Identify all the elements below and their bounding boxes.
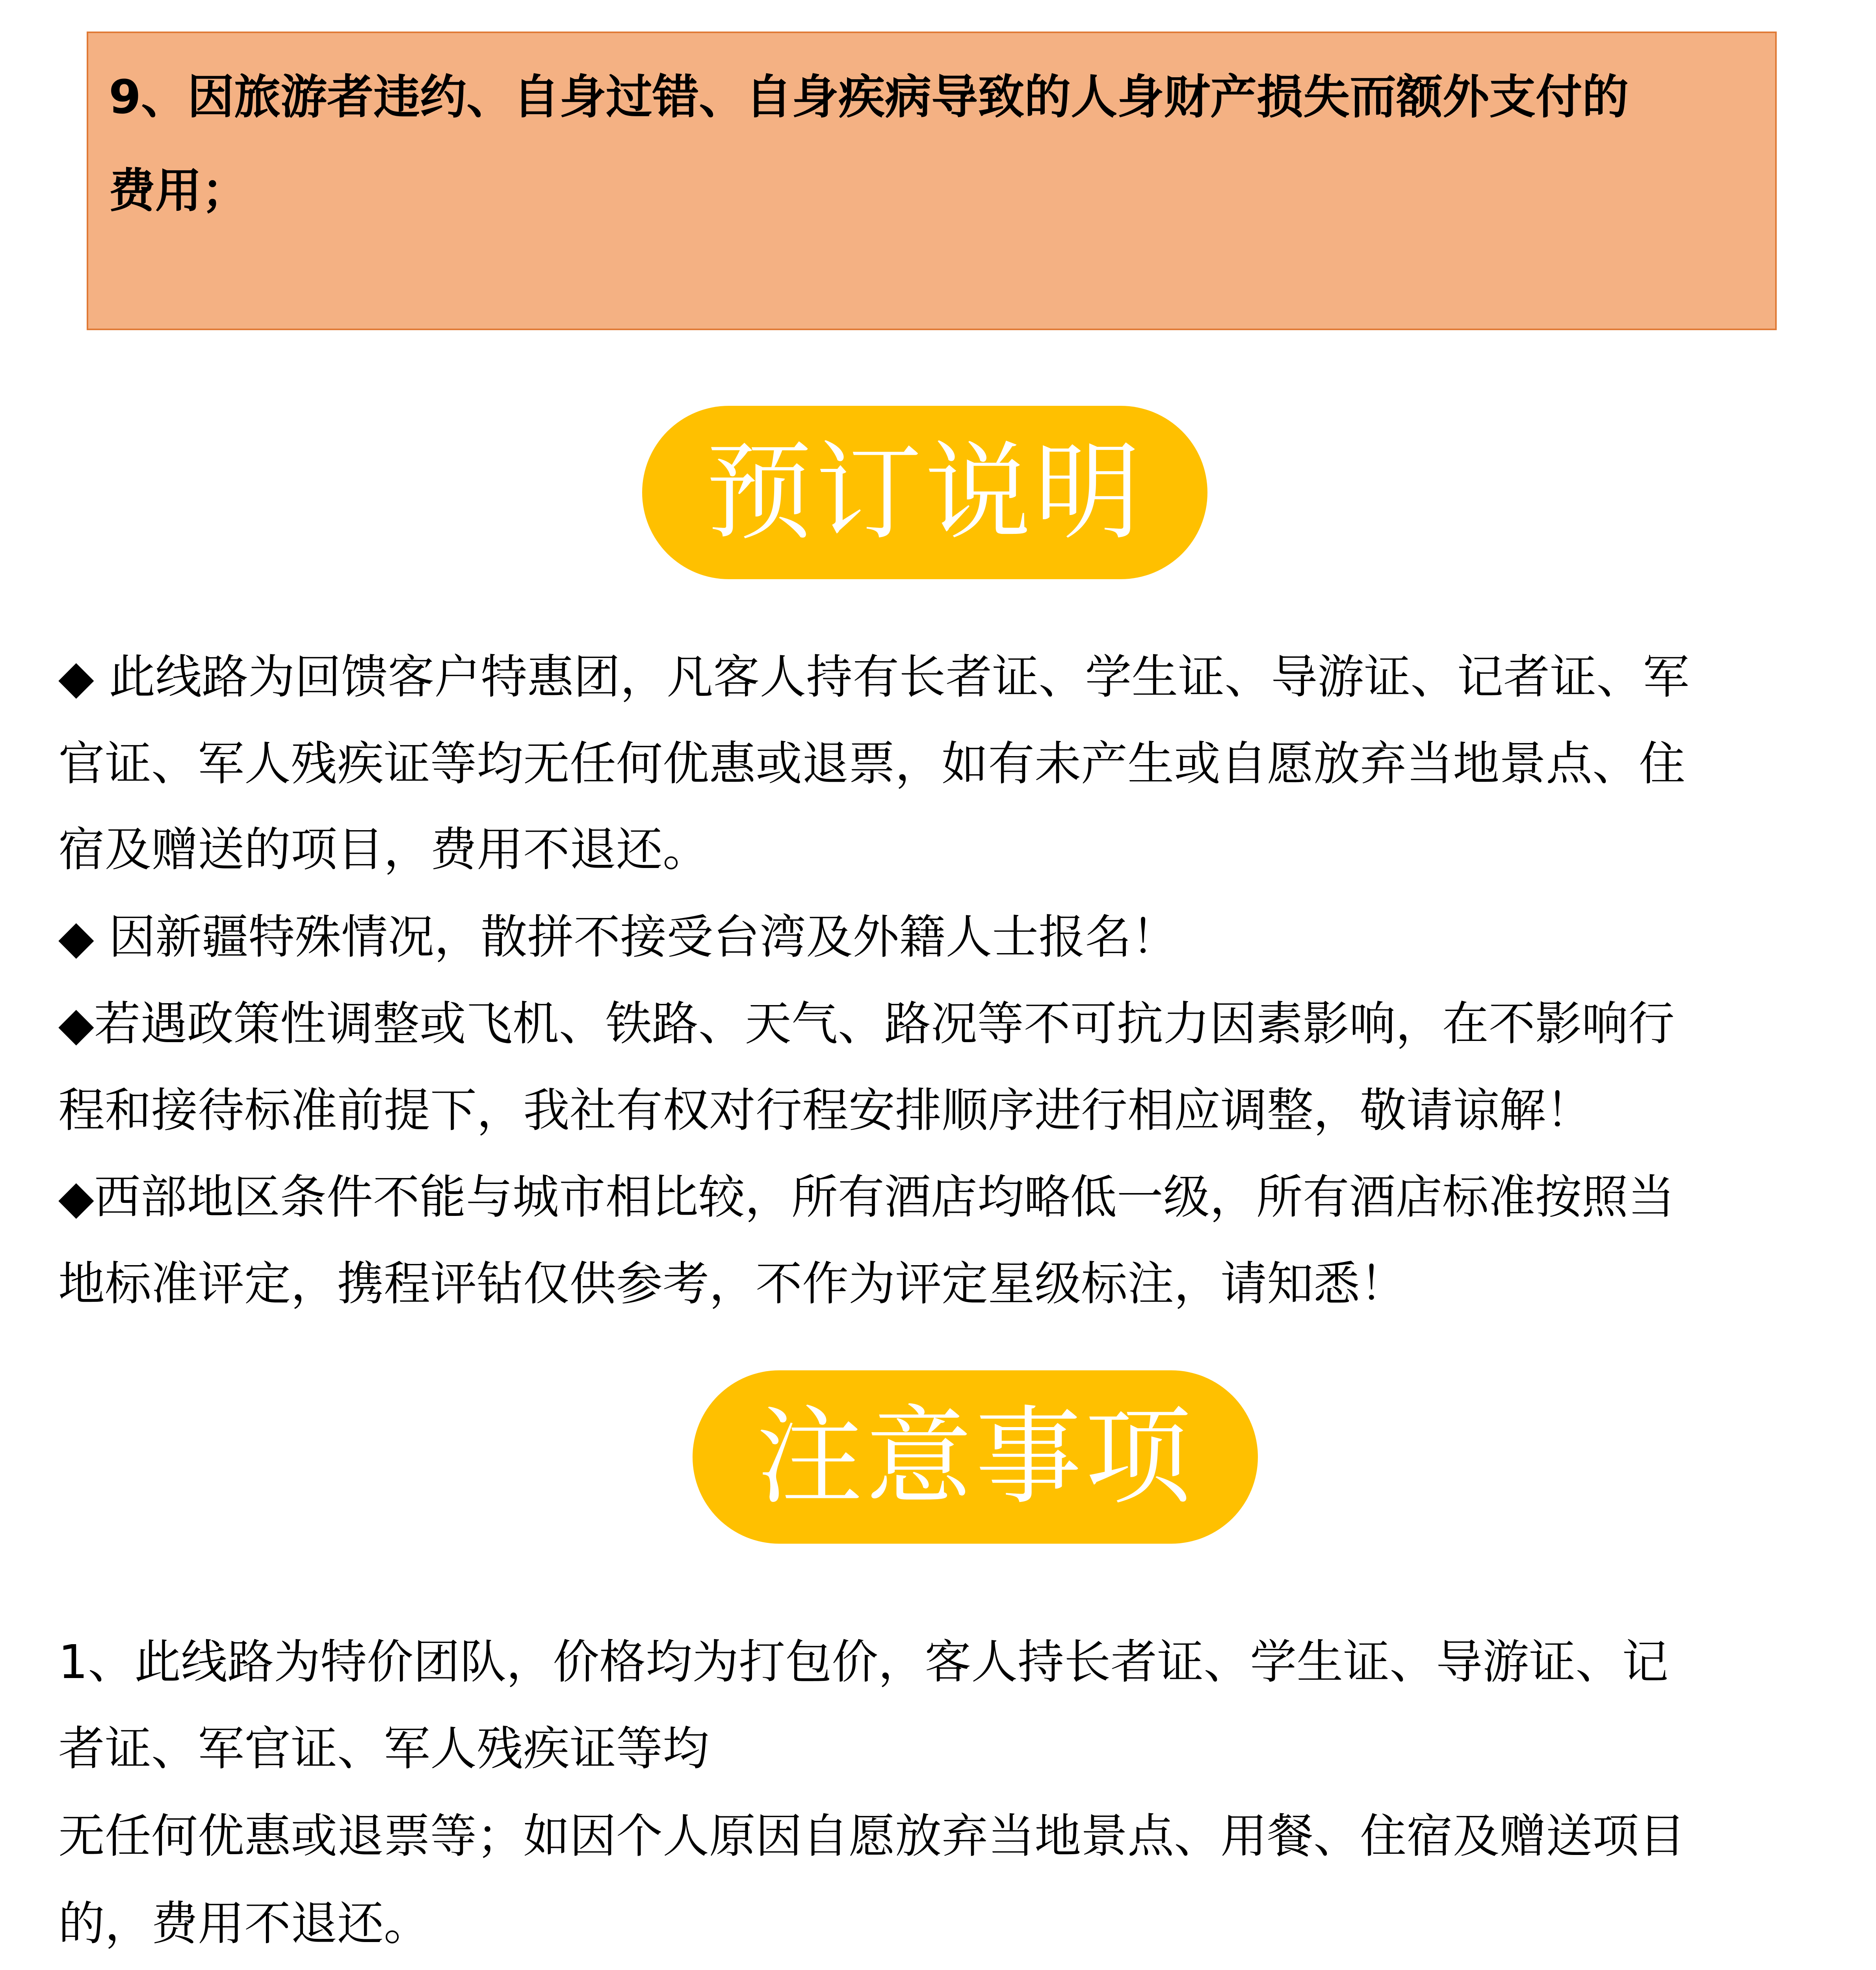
exclusions-box: [87, 32, 1777, 330]
booking-line: ◆ 因新疆特殊情况，散拼不接受台湾及外籍人士报名！: [58, 910, 1178, 964]
booking-line: 官证、军人残疾证等均无任何优惠或退票，如有未产生或自愿放弃当地景点、住: [58, 736, 1686, 791]
exclusion-line: 9、因旅游者违约、自身过错、自身疾病导致的人身财产损失而额外支付的: [109, 70, 1629, 124]
booking-line: ◆ 此线路为回馈客户特惠团，凡客人持有长者证、学生证、导游证、记者证、军: [58, 650, 1690, 704]
notes-title-banner: [693, 1370, 1258, 1544]
booking-line: 程和接待标准前提下，我社有权对行程安排顺序进行相应调整，敬请谅解！: [58, 1083, 1593, 1137]
booking-line: ◆若遇政策性调整或飞机、铁路、天气、路况等不可抗力因素影响，在不影响行: [58, 996, 1675, 1051]
notes-line: 的，费用不退还。: [58, 1896, 431, 1951]
booking-line: ◆西部地区条件不能与城市相比较，所有酒店均略低一级，所有酒店标准按照当: [58, 1170, 1675, 1224]
exclusion-line: 费用；: [109, 164, 249, 218]
booking-title: 预订说明: [706, 430, 1144, 554]
notes-line: 者证、军官证、军人残疾证等均: [58, 1721, 710, 1776]
booking-line: 地标准评定，携程评钻仅供参考，不作为评定星级标注，请知悉！: [58, 1256, 1407, 1311]
notes-line: 无任何优惠或退票等；如因个人原因自愿放弃当地景点、用餐、住宿及赠送项目: [58, 1809, 1686, 1863]
notes-title: 注意事项: [756, 1395, 1194, 1519]
booking-title-banner: [642, 406, 1207, 579]
booking-line: 宿及赠送的项目，费用不退还。: [58, 822, 710, 877]
notes-line: 1、此线路为特价团队，价格均为打包价，客人持长者证、学生证、导游证、记: [58, 1635, 1669, 1689]
